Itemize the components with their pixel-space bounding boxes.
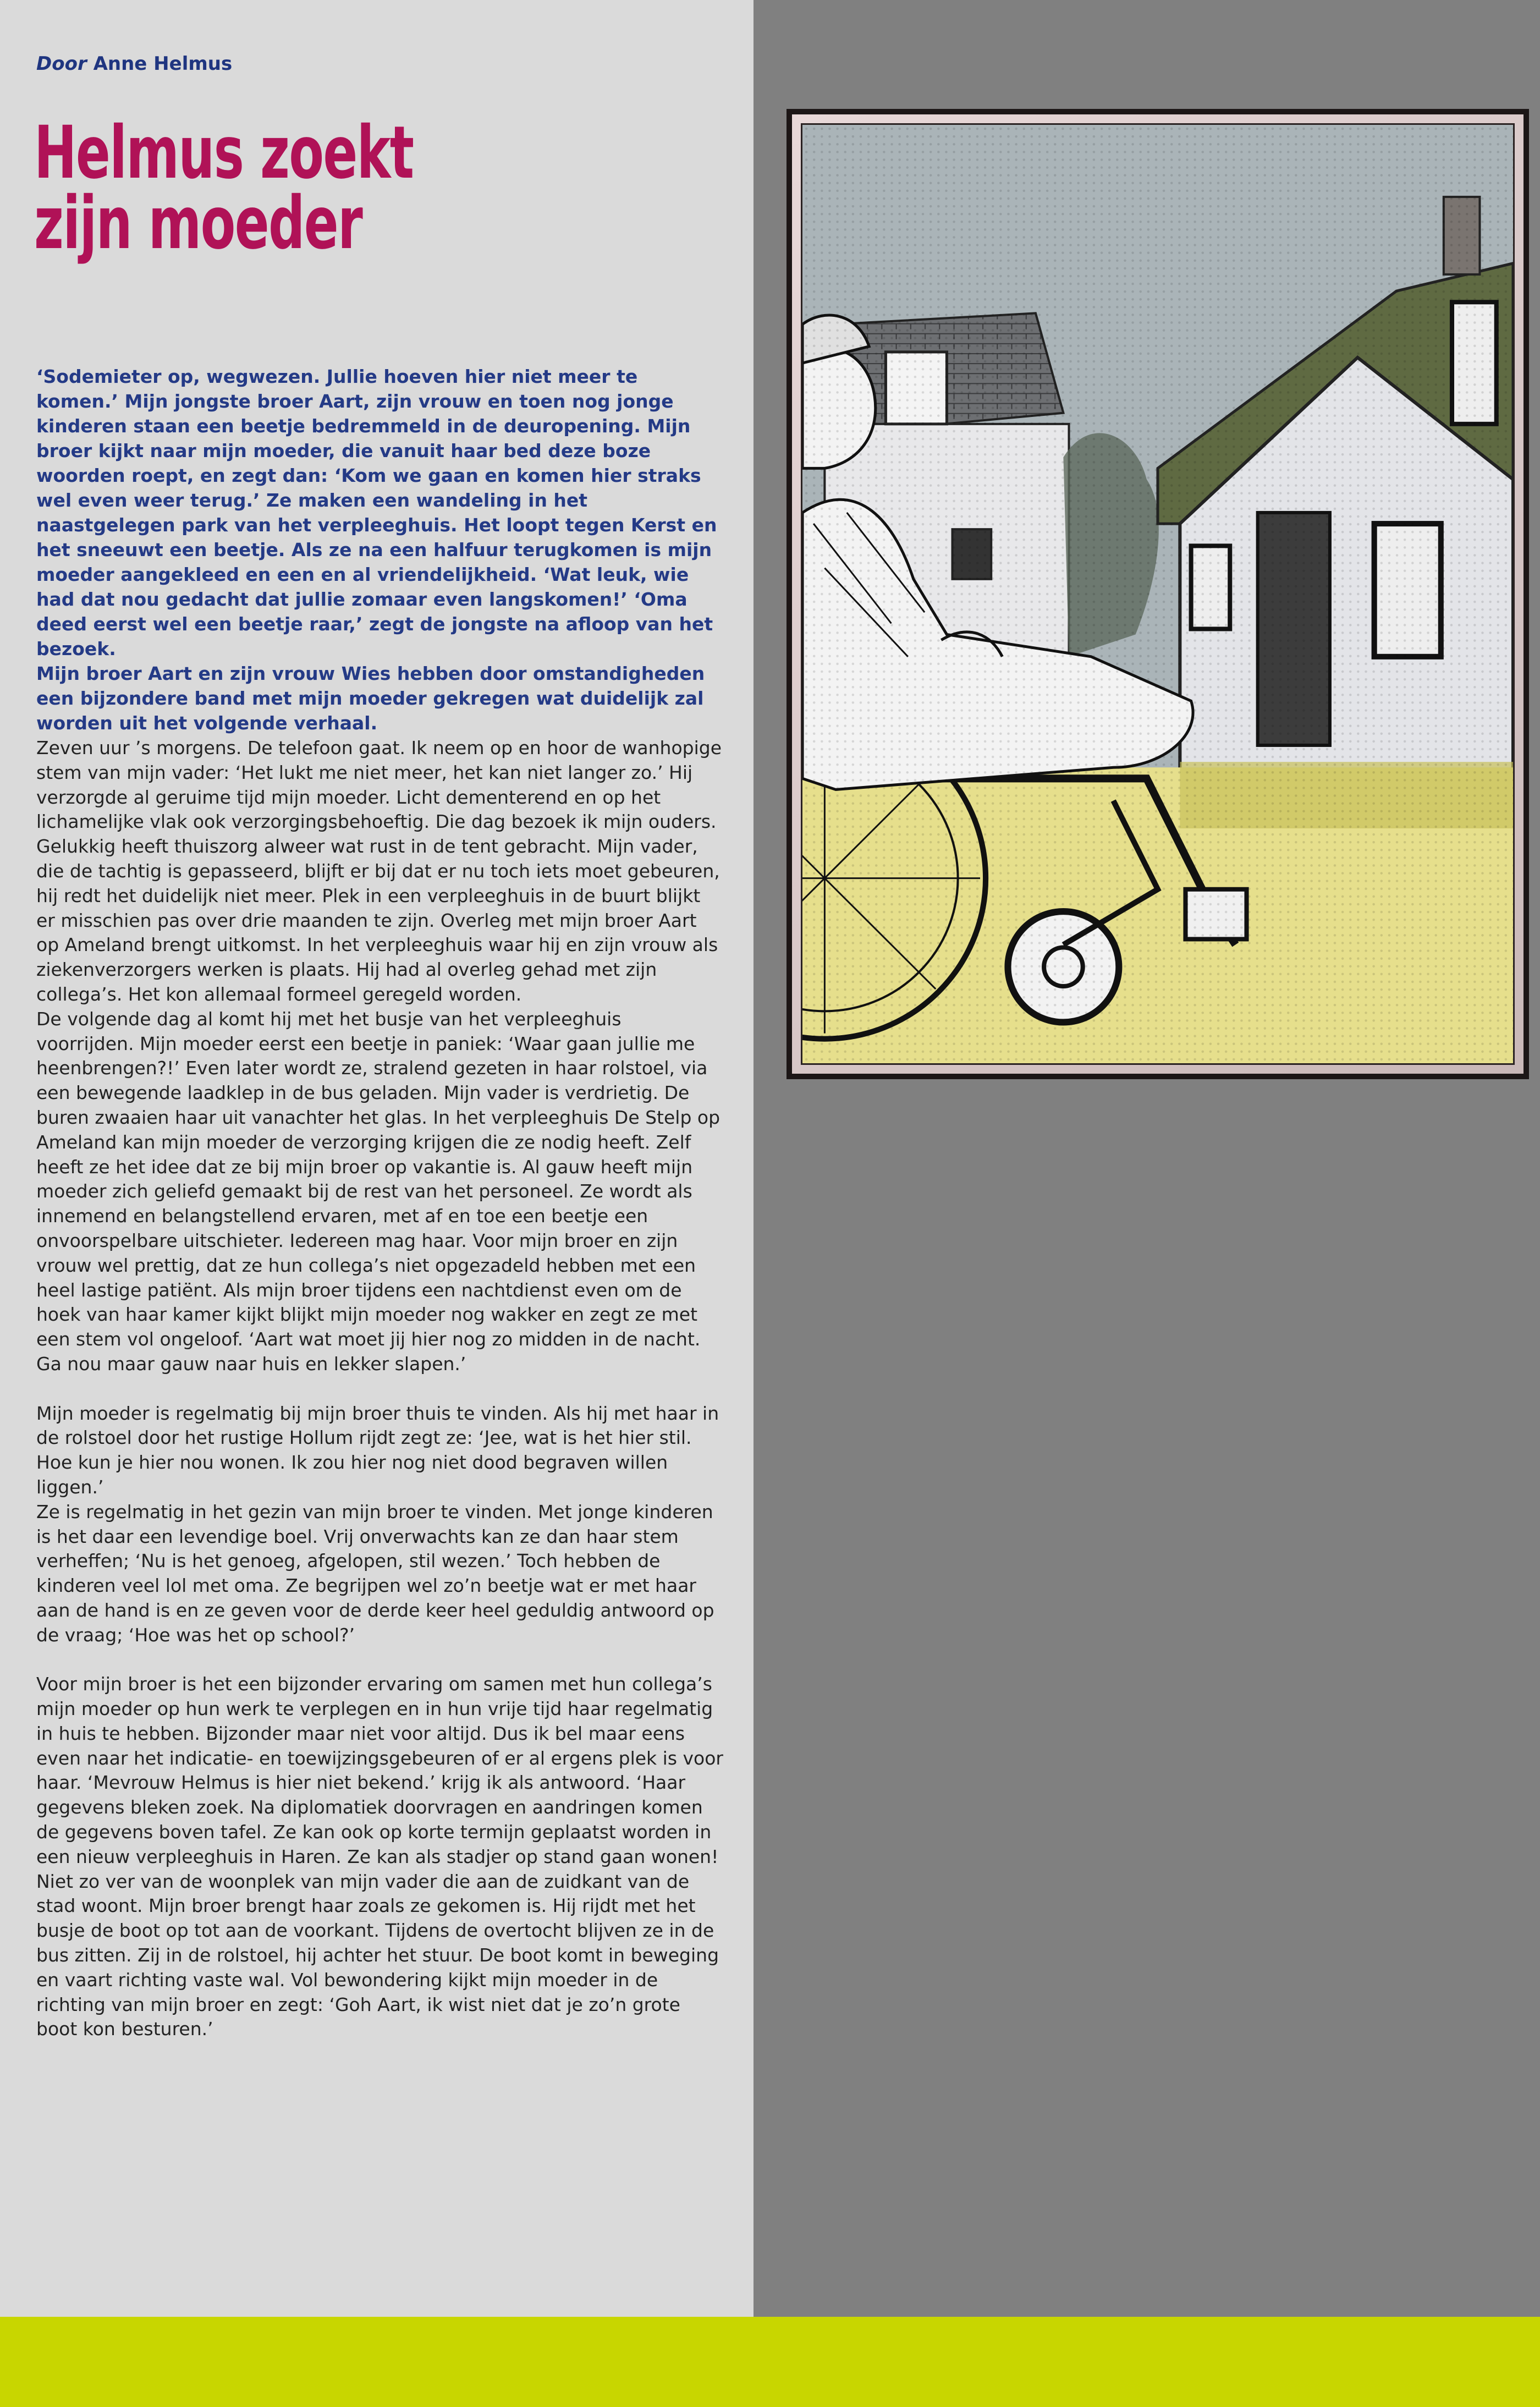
footer-band (0, 2317, 1540, 2407)
body-paragraph: De volgende dag al komt hij met het busje van het verpleeghuis voorrijden. Mijn moeder eerst een beetje in paniek: ‘Waar gaan jullie me heenbrengen?!’ Even later wordt ze, stralend gezeten in haar rolstoel, via een bewegende laadklep in de bus geladen. Mijn vader is verdrietig. De buren zwaaien haar uit vanachter het glas. In het verpleeghuis De Stelp op Ameland kan mijn moeder de verzorging krijgen die ze nodig heeft. Zelf heeft ze het idee dat ze bij mijn broer op vakantie is. Al gauw heeft mijn moeder zich geliefd gemaakt bij de rest van het personeel. Ze wordt als innemend en belangstellend ervaren, met af en toe een beetje een onvoorspelbare uitschieter. Iedereen mag haar. Voor mijn broer en zijn vrouw wel prettig, dat ze hun collega’s niet opgezadeld hebben met een heel lastige patiënt. Als mijn broer tijdens een nachtdienst even om de hoek van haar kamer kijkt blijkt mijn moeder nog wakker en zegt ze met een stem vol ongeloof. ‘Aart wat moet jij hier nog zo midden in de nacht. Ga nou maar gauw naar huis en lekker slapen.’ (36, 1008, 721, 1375)
halftone-overlay (802, 125, 1513, 1063)
intro-paragraph: Mijn broer Aart en zijn vrouw Wies hebben door omstandigheden een bijzondere band met mijn moeder gekregen wat duidelijk zal worden uit het volgende verhaal. (36, 663, 705, 734)
body-paragraph: Zeven uur ’s morgens. De telefoon gaat. Ik neem op en hoor de wanhopige stem van mijn vader: ‘Het lukt me niet meer, het kan niet langer zo.’ Hij verzorgde al geruime tijd mijn moeder. Licht dementerend en op het lichamelijke vlak ook verzorgingsbehoeftig. Die dag bezoek ik mijn ouders. Gelukkig heeft thuiszorg alweer wat rust in de tent gebracht. Mijn vader, die de tachtig is gepasseerd, blijft er bij dat er nu toch iets moet gebeuren, hij redt het duidelijk niet meer. Plek in een verpleeghuis in de buurt blijkt er misschien pas over drie maanden te zijn. Overleg met mijn broer Aart op Ameland brengt uitkomst. In het verpleeghuis waar hij en zijn vrouw als ziekenverzorgers werken is plaats. Hij had al overleg gehad met zijn collega’s. Het kon allemaal formeel geregeld worden. (36, 737, 722, 1005)
intro-paragraph: ‘Sodemieter op, wegwezen. Jullie hoeven hier niet meer te komen.’ Mijn jongste broer Aart, zijn vrouw en toen nog jonge kinderen staan een beetje bedremmeld in de deuropening. Mijn broer kijkt naar mijn moeder, die vanuit haar bed deze boze woorden roept, en zegt dan: ‘Kom we gaan en komen hier straks wel even weer terug.’ Ze maken een wandeling in het naastgelegen park van het verpleeghuis. Het loopt tegen Kerst en het sneeuwt een beetje. Als ze na een halfuur terugkomen is mijn moeder aangekleed en een en al vriendelijkheid. ‘Wat leuk, wie had dat nou gedacht dat jullie zomaar even langskomen!’ ‘Oma deed eerst wel een beetje raar,’ zegt de jongste na afloop van het bezoek. (36, 366, 717, 660)
body-paragraph: Voor mijn broer is het een bijzonder ervaring om samen met hun collega’s mijn moeder op hun werk te verplegen en in hun vrije tijd haar regelmatig in huis te hebben. Bijzonder maar niet voor altijd. Dus ik bel maar eens even naar het indicatie- en toewijzingsgebeuren of er al ergens plek is voor haar. ‘Mevrouw Helmus is hier niet bekend.’ krijg ik als antwoord. ‘Haar gegevens bleken zoek. Na diplomatiek doorvragen en aandringen komen de gegevens boven tafel. Ze kan ook op korte termijn geplaatst worden in een nieuw verpleeghuis in Haren. Ze kan als stadjer op stand gaan wonen! Niet zo ver van de woonplek van mijn vader die aan de zuidkant van de stad woont. Mijn broer brengt haar zoals ze gekomen is. Hij rijdt met het busje de boot op tot aan de voorkant. Tijdens de overtocht blijven ze in de bus zitten. Zij in de rolstoel, hij achter het stuur. De boot komt in beweging en vaart richting vaste wal. Vol bewondering kijkt mijn moeder in de richting van mijn broer en zegt: ‘Goh Aart, ik wist niet dat je zo’n grote boot kon besturen.’ (36, 1673, 723, 2040)
body-paragraph: Mijn moeder is regelmatig bij mijn broer thuis te vinden. Als hij met haar in de rolstoel door het rustige Hollum rijdt zegt ze: ‘Jee, wat is het hier stil. Hoe kun je hier nou wonen. Ik zou hier nog niet dood begraven willen liggen.’ (36, 1402, 719, 1498)
article-body (36, 736, 724, 2042)
wheelchair-illustration-image (802, 125, 1513, 1063)
illustration-mat (792, 114, 1524, 1074)
byline-author: Anne Helmus (93, 53, 233, 75)
body-paragraph: Ze is regelmatig in het gezin van mijn broer te vinden. Met jonge kinderen is het daar een levendige boel. Vrij onverwachts kan ze dan haar stem verheffen; ‘Nu is het genoeg, afgelopen, stil wezen.’ Toch hebben de kinderen veel lol met oma. Ze begrijpen wel zo’n beetje wat er met haar aan de hand is en ze geven voor de derde keer heel geduldig antwoord op de vraag; ‘Hoe was het op school?’ (36, 1501, 714, 1646)
article-column (0, 0, 754, 2317)
paragraph-gap (36, 1647, 724, 1672)
illustration (801, 123, 1515, 1065)
illustration-frame (787, 109, 1529, 1079)
article-intro (36, 364, 724, 735)
article-title (34, 111, 549, 266)
byline-prefix: Door (36, 53, 87, 75)
article-title-line-2: zijn moeder (34, 181, 362, 266)
paragraph-gap (36, 1377, 724, 1402)
article-title-line-1: Helmus zoekt (34, 111, 414, 195)
byline (36, 53, 232, 75)
